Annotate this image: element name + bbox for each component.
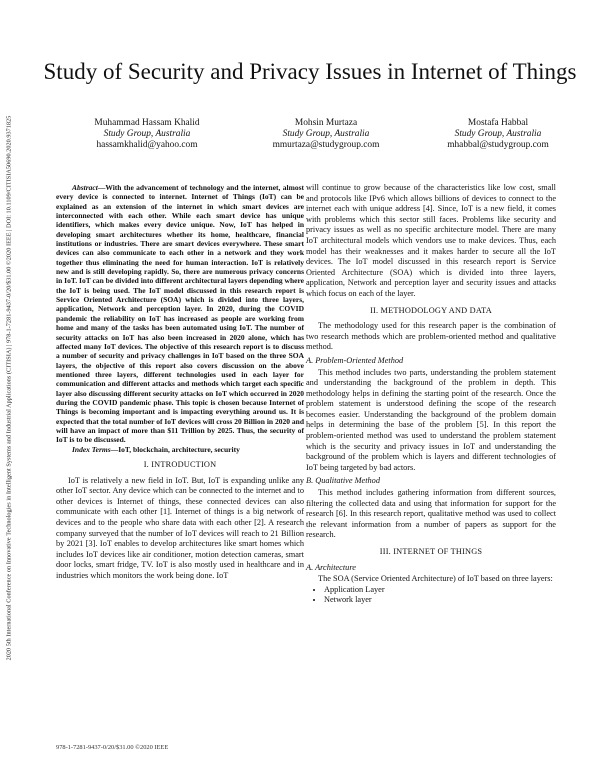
architecture-paragraph: The SOA (Service Oriented Architecture) of IoT based on three layers: bbox=[318, 574, 553, 584]
section-heading-iot: III. INTERNET OF THINGS bbox=[379, 547, 483, 556]
author-block bbox=[30, 118, 590, 160]
copyright-footer: 978-1-7281-9437-0/20/$31.00 ©2020 IEEE bbox=[56, 744, 169, 751]
list-item: • Application Layer bbox=[324, 585, 556, 596]
subheading-qualitative: B. Qualitative Method bbox=[306, 476, 380, 486]
author-email: mmurtaza@studygroup.com bbox=[272, 140, 380, 150]
author-name: Mostafa Habbal bbox=[467, 118, 529, 128]
abstract-text: —With the advancement of technology and the internet, almost every device is connected to internet. Internet of Things (IoT) can be explained as an extension of the internet in which smart devices are interconnected with each other. While each smart device has unique identifiers, which makes every device unique. Now, IoT has helped in developing smart architectures whether its home, healthcare, financial institutions or industries. There are smart devices everywhere. These smart devices can also communicate to each other in a network and they work together thus eliminating the need for human interaction. IoT is relatively new and is still developing rapidly. So, there are numerous privacy concerns in IoT. IoT can be divided into different architectural layers depending where the IoT is being used. The IoT model discussed in this research report is Service Oriented Architecture (SOA) which is divided into three layers, application, Network and perception layer. In 2020, during the COVID pandemic the reliability on IoT has increased as people are working from home and many of the tasks has been automated using IoT. The number of security attacks on IoT has also been increased in 2020 alone, which has affected many IoT devices. The objective of this research report is to discuss a number of security and privacy challenges in IoT based on the three SOA layers, the objective of this report also covers discussion on the above mentioned three layers, different technologies used in each layer for communication and different attacks and methods which target each specific layer also discussing different security attacks on IoT which occurred in 2020 during the COVID pandemic phase. This topic is chosen because Internet of Things is becoming important and is impacting everything around us. It is expected that the total number of IoT devices will cross 20 Billion in 2020 and will have an impact of more than $11 Trillion by 2025. Thus, the security of IoT is to be discussed. bbox=[56, 183, 304, 445]
abstract bbox=[56, 183, 304, 445]
intro-paragraph: IoT is relatively a new field in IoT. But, IoT is expanding unlike any other IoT sector. Any device which can be connected to the internet and to other devices is Internet of things, these connected devices can also communicate with each other [1]. Internet of things is a big network of devices and to the people who share data with each other [2]. A research company surveyed that the number of IoT devices will reach to 21 Billion by 2021 [3]. IoT enables to develop architectures like smart homes which includes IoT devices like air conditioner, motion detection cameras, smart door locks, smart fridge, TV. IoT is also mostly used in healthcare and in industries which monitors the work being done. IoT bbox=[56, 475, 304, 580]
author-email: mhabbal@studygroup.com bbox=[447, 140, 549, 150]
subheading-problem-oriented: A. Problem-Oriented Method bbox=[306, 355, 404, 365]
paper-title: Study of Security and Privacy Issues in Internet of Things bbox=[43, 59, 577, 84]
layer-list bbox=[306, 585, 556, 606]
author-3 bbox=[413, 118, 583, 151]
author-affiliation: Study Group, Australia bbox=[282, 129, 370, 139]
author-1 bbox=[62, 118, 232, 151]
methodology-intro: The methodology used for this research paper is the combination of two research methods which are problem-oriented method and qualitative method. bbox=[306, 321, 556, 352]
section-heading-methodology: II. METHODOLOGY AND DATA bbox=[370, 305, 492, 315]
conference-sidebar bbox=[0, 0, 18, 776]
author-affiliation: Study Group, Australia bbox=[103, 129, 191, 139]
abstract-label: Abstract bbox=[72, 183, 98, 192]
index-terms bbox=[56, 445, 304, 454]
index-terms-text: —IoT, blockchain, architecture, security bbox=[110, 444, 240, 454]
list-item: • Network layer bbox=[324, 595, 556, 606]
right-column bbox=[306, 183, 556, 606]
author-email: hassamkhalid@yahoo.com bbox=[96, 140, 198, 150]
index-terms-label: Index Terms bbox=[72, 444, 111, 454]
qualitative-paragraph: This method includes gathering information from different sources, filtering the collected data and using that information for support for the research [6]. In this research report, qualitative method was used to collect the relevant information from a number of papers as support for the research. bbox=[306, 488, 556, 540]
conference-citation: 2020 5th International Conference on Innovative Technologies in Intelligent Systems and Industrial Applications (CITISIA) | 978-1-7281-9437-0/20/$31.00 ©2020 IEEE | DOI: 10.1109/CITISIA50690.2020.9371825 bbox=[5, 115, 13, 661]
subheading-architecture: A. Architecture bbox=[306, 562, 356, 572]
author-affiliation: Study Group, Australia bbox=[454, 129, 542, 139]
left-column bbox=[56, 183, 304, 582]
author-2 bbox=[241, 118, 411, 151]
intro-paragraph-continued: will continue to grow because of the characteristics like low cost, small and protocols like IPv6 which allows billions of devices to connect to the internet each with unique address [4]. Since, IoT is a new field, it comes with problems which this sector still faces. Problems like security and privacy issues as well as no specific architecture model. There are many IoT architectural models which vendors use to make devices. Thus, each model has their weaknesses and it makes harder to secure all the IoT devices. The IoT model discussed in this research report is Service Oriented Architecture (SOA) which is divided into three layers, application, Network and perception layer and security issues and attacks which focus on each of the layer. bbox=[306, 183, 556, 298]
author-name: Muhammad Hassam Khalid bbox=[94, 118, 200, 128]
author-name: Mohsin Murtaza bbox=[294, 118, 358, 128]
problem-oriented-paragraph: This method includes two parts, understanding the problem statement and understanding the background of the problem in depth. This methodology helps in defining the starting point of the research. Once the problem statement is understood defining the scope of the research becomes easier. Understanding the background of the problem domain helps in determining the base of the problem [5]. In this report the problem-oriented method was used to understand the problem statement which is the security and privacy issues in IoT and understanding the background of the problem which is layers and different technologies of IoT being targeted by bad actors. bbox=[306, 367, 556, 472]
section-heading-introduction: I. INTRODUCTION bbox=[143, 459, 217, 469]
